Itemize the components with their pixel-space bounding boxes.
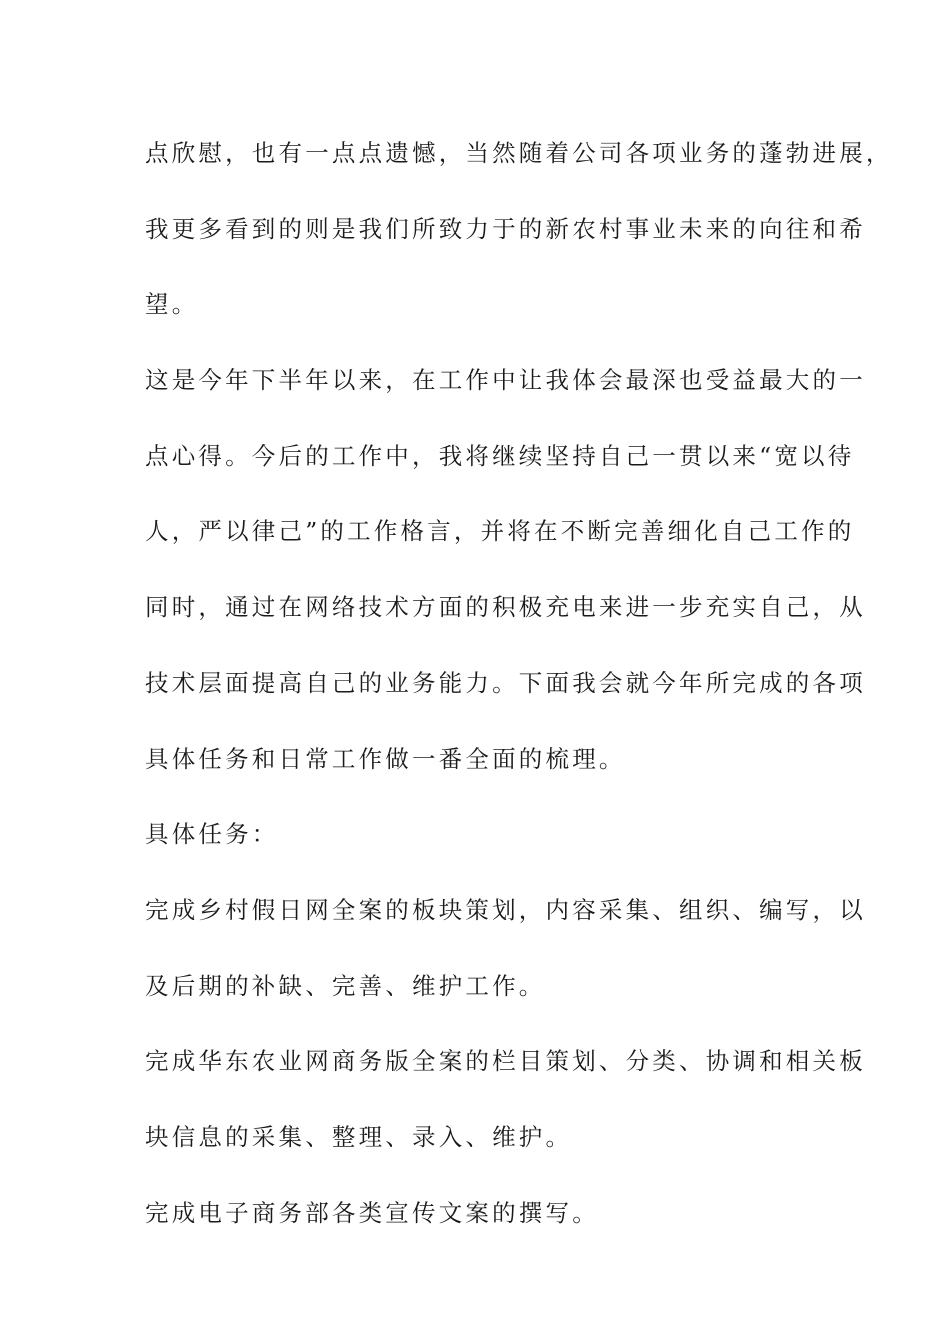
document-body [145,131,893,1266]
text-line: 点欣慰，也有一点点遗憾，当然随着公司各项业务的蓬勃进展， [145,139,893,167]
text-line: 技术层面提高自己的业务能力。下面我会就今年所完成的各项 [145,668,866,697]
text-line: 完成华东农业网商务版全案的栏目策划、分类、协调和相关板 [145,1047,866,1076]
text-line: 具体任务和日常工作做一番全面的梳理。 [145,744,626,773]
text-line: 点心得。今后的工作中，我将继续坚持自己一贯以来“宽以待 [145,441,855,470]
text-line: 这是今年下半年以来，在工作中让我体会最深也受益最大的一 [145,366,866,395]
text-line: 完成电子商务部各类宣传文案的撰写。 [145,1198,599,1227]
text-line: 及后期的补缺、完善、维护工作。 [145,971,546,1000]
text-line: 我更多看到的则是我们所致力于的新农村事业未来的向往和希 [145,214,866,243]
text-line: 望。 [145,290,199,319]
text-line: 人，严以律己”的工作格言，并将在不断完善细化自己工作的 [145,517,855,546]
text-line: 完成乡村假日网全案的板块策划，内容采集、组织、编写，以 [145,895,866,924]
text-line: 块信息的采集、整理、录入、维护。 [145,1122,573,1151]
text-line: 同时，通过在网络技术方面的积极充电来进一步充实自己，从 [145,593,866,622]
section-heading: 具体任务： [145,820,279,849]
